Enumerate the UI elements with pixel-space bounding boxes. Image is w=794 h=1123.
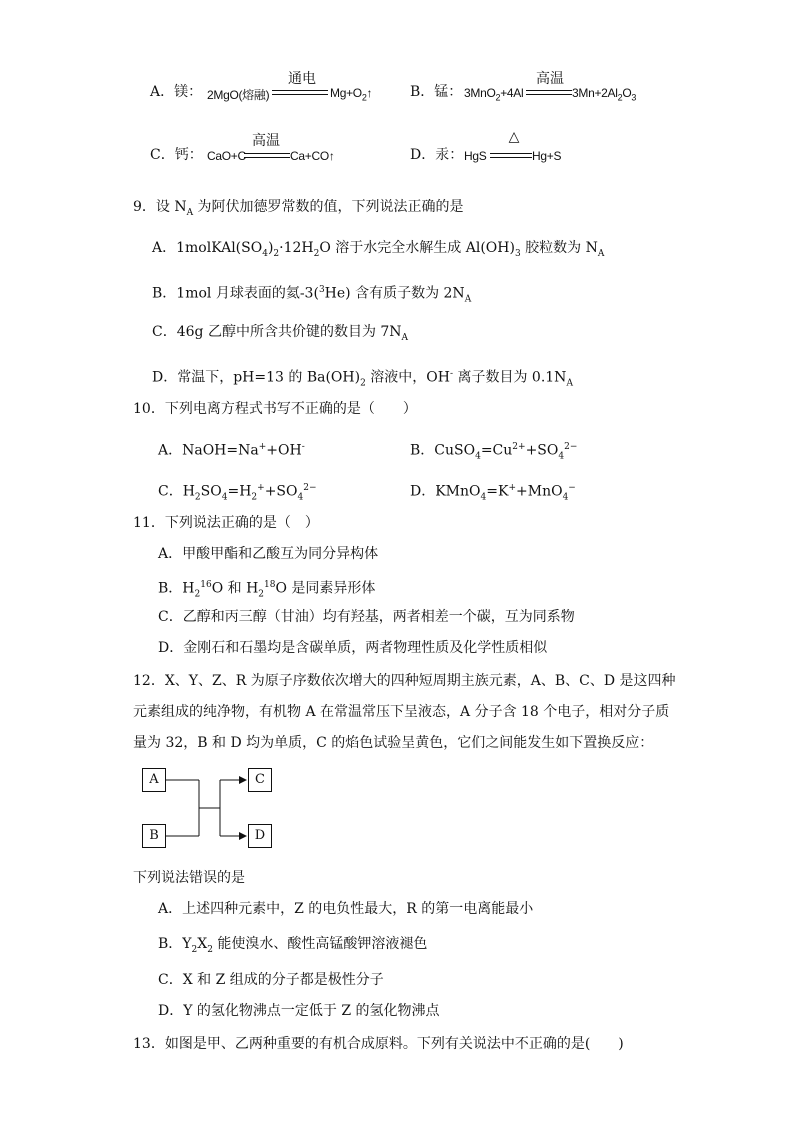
q9-option-c: C．46g 乙醇中所含共价键的数目为 $7N_A$ xyxy=(152,324,409,343)
q12-option-c: C．X 和 Z 组成的分子都是极性分子 xyxy=(158,972,384,988)
q8-option-c-label: C．钙： xyxy=(150,147,203,163)
q10-option-d: D．KMnO$_4$=K++MnO$_4$− xyxy=(410,483,576,503)
q8-option-a-label: A．镁： xyxy=(150,84,203,100)
q8-option-b-label: B．锰： xyxy=(410,84,463,100)
q12-box-d: D xyxy=(248,824,272,848)
q12-option-a: A．上述四种元素中，Z 的电负性最大，R 的第一电离能最小 xyxy=(158,901,534,917)
q9-option-d: D．常温下，pH=13 的 $Ba(OH)_2$ 溶液中，OH- 离子数目为 $0.1N_A$ xyxy=(152,369,573,389)
q8-option-a-reactants: 2MgO(熔融) xyxy=(207,88,270,102)
q12-ask: 下列说法错误的是 xyxy=(133,870,245,886)
q9-option-b: B．1mol 月球表面的氦-3($^3$He) 含有质子数为 $2N_A$ xyxy=(152,285,472,305)
q8-option-a-products: $Mg+O_2↑$ xyxy=(330,86,373,103)
q11-option-a: A．甲酸甲酯和乙酸互为同分异构体 xyxy=(158,546,379,562)
q12-stem-line-2: 元素组成的纯净物，有机物 A 在常温常压下呈液态，A 分子含 18 个电子，相对分子质 xyxy=(133,704,670,720)
q12-stem-line-1: 12．X、Y、Z、R 为原子序数依次增大的四种短周期主族元素，A、B、C、D 是这四种 xyxy=(133,673,676,689)
q12-box-b: B xyxy=(142,824,166,848)
q8-option-c-condition: 高温 xyxy=(252,133,280,149)
q12-option-d: D．Y 的氢化物沸点一定低于 Z 的氢化物沸点 xyxy=(158,1003,440,1019)
q8-option-d-condition: △ xyxy=(508,129,520,145)
q10-option-b: B．$CuSO_4=Cu^{2+}+SO_4^{2-}$ xyxy=(410,442,578,462)
q8-option-d-reactants: HgS xyxy=(464,149,487,163)
q8-option-c-reactants: CaO+C xyxy=(207,149,246,163)
q12-box-c: C xyxy=(248,768,272,792)
q8-option-d-products: Hg+S xyxy=(532,149,562,163)
q10-option-a: A．NaOH=Na++OH- xyxy=(158,442,305,459)
q9-option-a: A．$1molKAl(SO_4)_2\cdot 12H_2O$ 溶于水完全水解生成 $Al(OH)_3$ 胶粒数为 $N_A$ xyxy=(152,240,605,259)
q13-stem: 13．如图是甲、乙两种重要的有机合成原料。下列有关说法中不正确的是( ) xyxy=(133,1036,624,1052)
q10-option-c: C．$H_2SO_4=H_2^++SO_4^{2-}$ xyxy=(158,483,317,503)
q8-option-a-condition: 通电 xyxy=(288,71,316,87)
q12-box-a: A xyxy=(142,768,166,792)
q10-stem: 10．下列电离方程式书写不正确的是（ ） xyxy=(133,401,417,417)
q9-stem: 9．设 $N_A$ 为阿伏加德罗常数的值，下列说法正确的是 xyxy=(133,199,464,218)
q11-stem: 11．下列说法正确的是（ ） xyxy=(133,515,319,531)
q8-option-b-condition: 高温 xyxy=(536,71,564,87)
q8-option-b-reactants: 3MnO$_2$+4Al xyxy=(464,86,524,103)
q11-option-c: C．乙醇和丙三醇（甘油）均有羟基，两者相差一个碳，互为同系物 xyxy=(158,609,575,625)
q8-option-b-products: $3Mn+2Al_2O_3$ xyxy=(572,86,637,103)
q11-option-b: B．$H_2^{16}O$ 和 $H_2^{18}O$ 是同素异形体 xyxy=(158,580,376,600)
q11-option-d: D．金刚石和石墨均是含碳单质，两者物理性质及化学性质相似 xyxy=(158,640,548,656)
q12-stem-line-3: 量为 32，B 和 D 均为单质，C 的焰色试验呈黄色，它们之间能发生如下置换反应： xyxy=(133,735,654,751)
q8-option-d-label: D．汞： xyxy=(410,147,464,163)
q8-option-c-products: Ca+CO↑ xyxy=(290,149,335,163)
q12-option-b: B．$Y_2X_2$ 能使溴水、酸性高锰酸钾溶液褪色 xyxy=(158,936,428,955)
